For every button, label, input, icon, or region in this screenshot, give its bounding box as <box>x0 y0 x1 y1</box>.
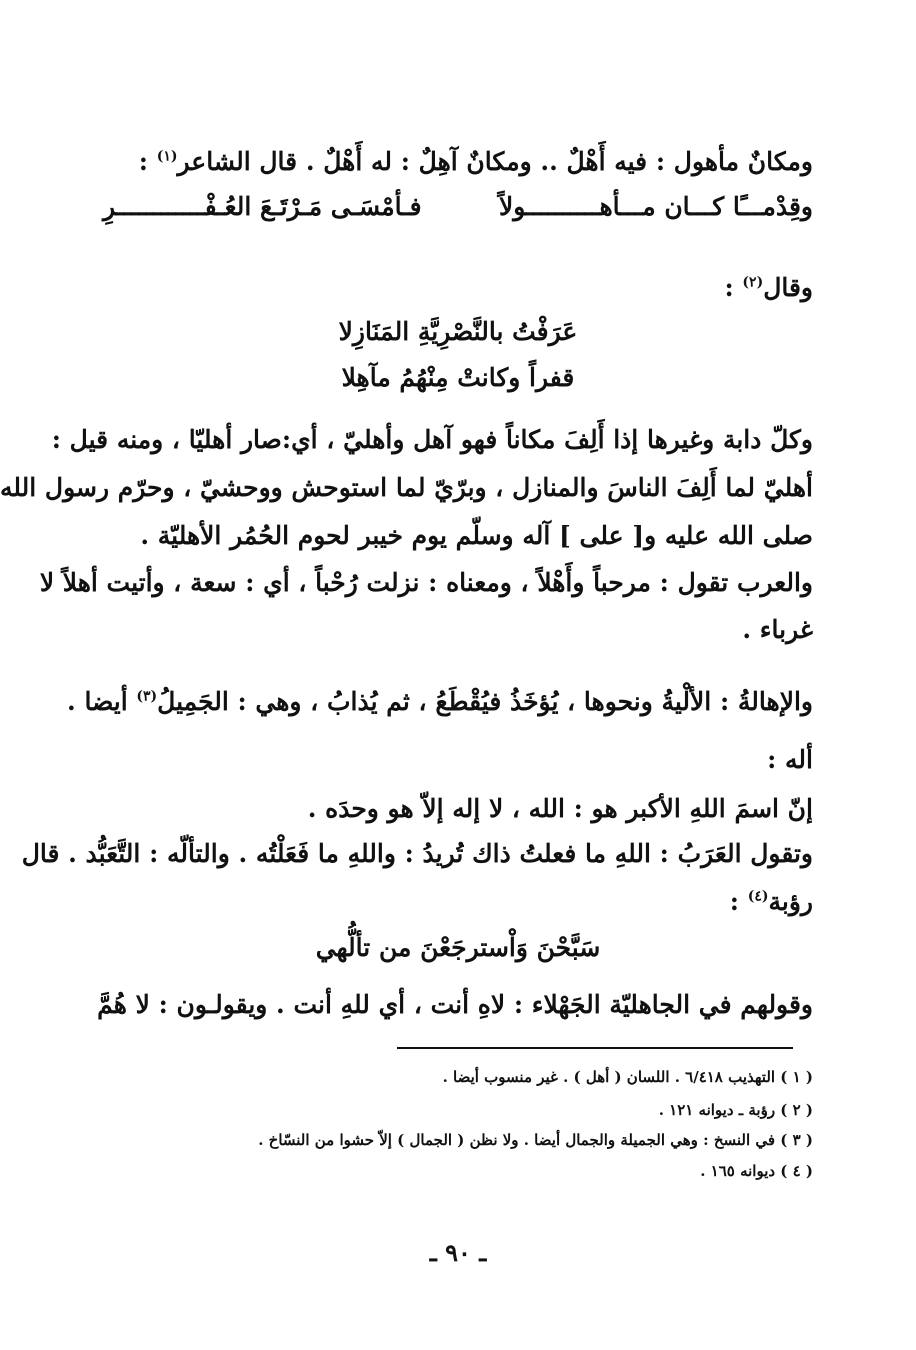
body-text: أيضا . <box>67 687 137 716</box>
body-line: إنّ اسمَ اللهِ الأكبر هو : الله ، لا إله إلاّ هو وحدَه . <box>307 794 813 823</box>
footnote: ( ٤ ) ديوانه ١٦٥ . <box>700 1162 813 1180</box>
body-text: : <box>724 273 743 302</box>
footnote-ref: (٤) <box>747 888 769 905</box>
body-line: صلى الله عليه و[ على ] آله وسلّم يوم خيبر لحوم الحُمُر الأهليّة . <box>140 521 813 550</box>
footnote-ref: (٢) <box>742 274 764 291</box>
verse-hemistich: وقِدْمـــًا كـــان مـــأهــــــــــولاً <box>499 192 813 221</box>
verse-line: قفراً وكانتْ مِنْهُمُ مآهِلا <box>341 363 575 392</box>
body-text: رؤبة <box>768 887 813 916</box>
verse-hemistich: فـأمْسَـى مَـرْتَـعَ العُـفْــــــــــــرِ <box>103 192 422 221</box>
verse-couplet <box>103 192 813 232</box>
verse-line: سَبَّحْنَ وَاْسترجَعْنَ من تألُّهي <box>315 933 601 962</box>
body-line <box>103 268 813 308</box>
body-line: وتقول العَرَبُ : اللهِ ما فعلتُ ذاك تُريدُ : واللهِ ما فَعَلْتُه . والتألّه : التَّعَبُّد . قال <box>21 839 813 868</box>
body-text: : <box>138 147 157 176</box>
body-text: : <box>729 887 748 916</box>
footnote: ( ٢ ) رؤبة ـ ديوانه ١٢١ . <box>658 1101 813 1119</box>
body-text: ومكانٌ مأهول : فيه أَهْلٌ .. ومكانٌ آهِلٌ : له أَهْلٌ . قال الشاعر <box>177 147 813 176</box>
page-number: ـ ٩٠ ـ <box>429 1238 487 1267</box>
body-line: أهليّ لما أَلِفَ الناسَ والمنازل ، وبرّيّ لما استوحش ووحشيّ ، وحرّم رسول الله <box>0 473 813 502</box>
footnote-separator <box>397 1047 793 1049</box>
body-line: وكلّ دابة وغيرها إذا أَلِفَ مكاناً فهو آهل وأهليّ ، أي:صار أهليّا ، ومنه قيل : <box>51 425 813 454</box>
footnote: ( ١ ) التهذيب ٦/٤١٨ . اللسان ( أهل ) . غير منسوب أيضا . <box>442 1068 813 1086</box>
verse-line: عَرَفْتُ بالنَّصْرِيَّةِ المَنَازِلا <box>338 317 578 346</box>
body-line <box>67 682 813 722</box>
body-text: والإهالةُ : الألْيةُ ونحوها ، يُؤخَذُ فيُقْطَعُ ، ثم يُذابُ ، وهي : الجَمِيلُ <box>157 687 813 716</box>
footnote: ( ٣ ) في النسخ : وهي الجميلة والجمال أيضا . ولا نظن ( الجمال ) إلاّ حشوا من النسّاخ . <box>258 1131 813 1149</box>
footnote-ref: (٣) <box>136 688 158 705</box>
body-line: والعرب تقول : مرحباً وأَهْلاً ، ومعناه : نزلت رُحْباً ، أي : سعة ، وأتيت أهلاً لا <box>39 568 813 597</box>
body-line <box>103 142 813 182</box>
body-text: وقال <box>763 273 813 302</box>
footnote-ref: (١) <box>156 148 178 165</box>
body-line: وقولهم في الجاهليّة الجَهْلاء : لاهِ أنت ، أي للهِ أنت . ويقولـون : لا هُمَّ <box>97 990 813 1019</box>
entry-heading: أله : <box>767 745 813 774</box>
body-line <box>103 882 813 922</box>
body-line: غرباء . <box>742 615 813 644</box>
